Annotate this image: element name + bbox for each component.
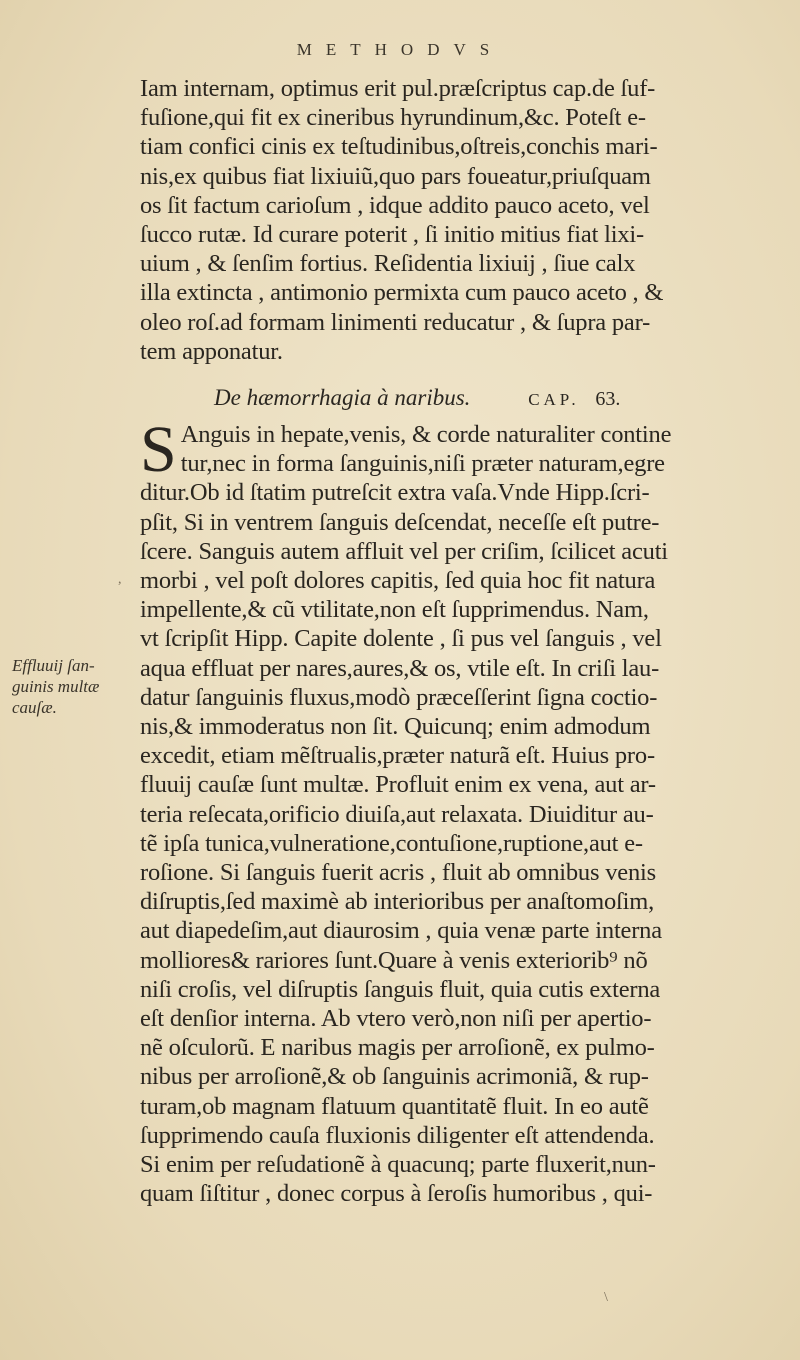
text-line: datur ſanguinis fluxus,modò præceſſerint ſigna coctio- bbox=[140, 683, 658, 711]
text-line: diſruptis,ſed maximè ab interioribus per anaſtomoſim, bbox=[140, 888, 654, 916]
text-line: ditur.Ob id ſtatim putreſcit extra vaſa.Vnde Hipp.ſcri- bbox=[140, 479, 650, 507]
text-line: roſione. Si ſanguis fuerit acris , fluit ab omnibus venis bbox=[140, 859, 656, 887]
stray-ink-mark: \ bbox=[604, 1290, 608, 1305]
text-line: nis,& immoderatus non ſit. Quicunq; enim admodum bbox=[140, 713, 651, 741]
text-line: ſcere. Sanguis autem affluit vel per criſim, ſcilicet acuti bbox=[140, 537, 668, 565]
text-line: impellente,& cũ vtilitate,non eſt ſupprimendus. Nam, bbox=[140, 596, 649, 624]
text-line: Iam internam, optimus erit pul.præſcriptus cap.de ſuf- bbox=[140, 75, 656, 102]
text-line: fluuij cauſæ ſunt multæ. Profluit enim ex vena, aut ar- bbox=[140, 771, 656, 799]
paragraph-1 bbox=[140, 74, 776, 366]
text-line: oleo roſ.ad formam linimenti reducatur , & ſupra par- bbox=[140, 308, 651, 336]
stray-ink-mark: , bbox=[118, 572, 122, 587]
text-line: Si enim per reſudationẽ à quacunq; parte fluxerit,nun- bbox=[140, 1151, 656, 1179]
text-line: teria reſecata,orificio diuiſa,aut relaxata. Diuiditur au- bbox=[140, 800, 654, 828]
text-line: niſi croſis, vel diſruptis ſanguis fluit, quia cutis externa bbox=[140, 975, 661, 1003]
chapter-heading bbox=[214, 385, 734, 411]
text-line: Anguis in hepate,venis, & corde naturaliter contine bbox=[180, 421, 672, 448]
text-line: aut diapedeſim,aut diaurosim , quia venæ parte interna bbox=[140, 917, 662, 945]
chapter-title: De hæmorrhagia à naribus. bbox=[214, 385, 471, 410]
margin-note bbox=[12, 655, 132, 718]
text-line: tiam confici cinis ex teſtudinibus,oſtreis,conchis mari- bbox=[140, 133, 658, 161]
chapter-label: CAP. bbox=[528, 390, 580, 409]
margin-note-line: guinis multæ bbox=[12, 677, 100, 696]
text-line: os ſit factum carioſum , idque addito pauco aceto, vel bbox=[140, 191, 650, 219]
chapter-number: 63. bbox=[595, 388, 621, 410]
text-line: tur,nec in forma ſanguinis,niſi præter naturam,egre bbox=[180, 450, 665, 478]
text-line: tẽ ipſa tunica,vulneratione,contuſione,ruptione,aut e- bbox=[140, 829, 643, 857]
text-line: nis,ex quibus fiat lixiuiũ,quo pars foueatur,priuſquam bbox=[140, 162, 651, 190]
text-line: eſt denſior interna. Ab vtero verò,non niſi per apertio- bbox=[140, 1005, 652, 1033]
paragraph-2 bbox=[140, 413, 776, 1208]
text-line: excedit, etiam mẽſtrualis,præter naturã eſt. Huius pro- bbox=[140, 742, 655, 770]
running-head: METHODVS bbox=[296, 40, 504, 59]
text-line: fuſione,qui fit ex cineribus hyrundinum,&c. Poteſt e- bbox=[140, 104, 646, 132]
text-line: quam ſiſtitur , donec corpus à ſeroſis humoribus , qui- bbox=[140, 1180, 653, 1208]
text-line: turam,ob magnam flatuum quantitatẽ fluit. In eo autẽ bbox=[140, 1092, 649, 1120]
margin-note-line: cauſæ. bbox=[12, 698, 57, 717]
text-line: tem apponatur. bbox=[140, 337, 283, 365]
text-line: nibus per arroſionẽ,& ob ſanguinis acrimoniã, & rup- bbox=[140, 1063, 649, 1091]
text-line: uium , & ſenſim fortius. Reſidentia lixiuij , ſiue calx bbox=[140, 250, 636, 278]
text-line: morbi , vel poſt dolores capitis, ſed quia hoc fit natura bbox=[140, 567, 656, 595]
text-line: pſit, Si in ventrem ſanguis deſcendat, neceſſe eſt putre- bbox=[140, 508, 660, 536]
text-line: illa extincta , antimonio permixta cum pauco aceto , & bbox=[140, 279, 664, 307]
text-line: molliores& rariores ſunt.Quare à venis exteriorib⁹ nõ bbox=[140, 946, 648, 974]
margin-note-line: Effluuij ſan- bbox=[12, 656, 95, 675]
text-line: vt ſcripſit Hipp. Capite dolente , ſi pus vel ſanguis , vel bbox=[140, 625, 662, 653]
text-line: ſupprimendo cauſa fluxionis diligenter eſt attendenda. bbox=[140, 1121, 655, 1149]
text-line: ſucco rutæ. Id curare poterit , ſi initio mitius fiat lixi- bbox=[140, 221, 644, 249]
drop-cap: S bbox=[140, 413, 177, 486]
text-line: nẽ oſculorũ. E naribus magis per arroſionẽ, ex pulmo- bbox=[140, 1034, 655, 1062]
text-line: aqua effluat per nares,aures,& os, vtile eſt. In criſi lau- bbox=[140, 654, 660, 682]
